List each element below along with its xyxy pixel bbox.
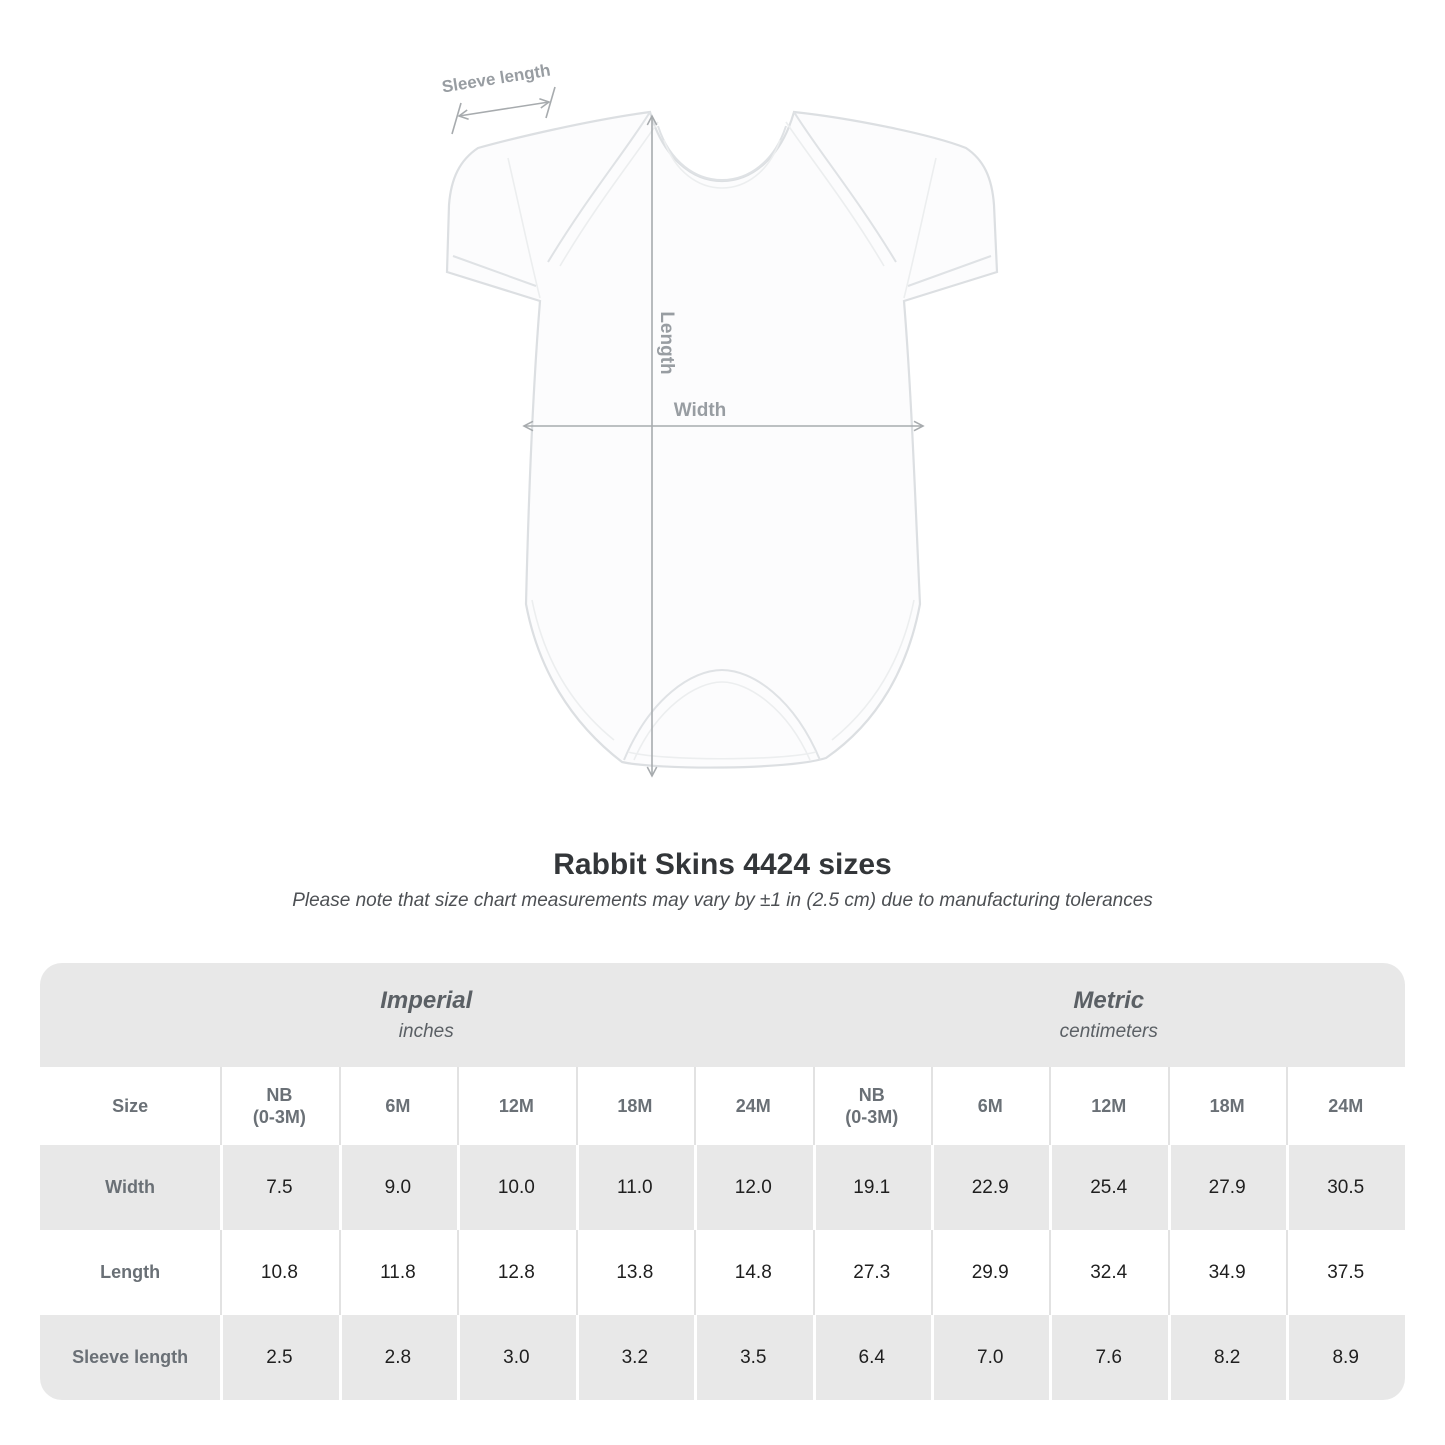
row-label: Length xyxy=(40,1230,220,1315)
table-cell: 9.0 xyxy=(339,1145,457,1230)
unit-band-row xyxy=(40,963,1405,1067)
width-label: Width xyxy=(673,400,727,421)
table-row-width xyxy=(40,1145,1405,1230)
column-header: NB (0-3M) xyxy=(220,1067,338,1145)
length-label: Length xyxy=(656,311,677,375)
column-header: NB (0-3M) xyxy=(813,1067,931,1145)
metric-units: centimeters xyxy=(1059,1021,1158,1042)
size-table-container xyxy=(40,963,1405,1400)
size-header: Size xyxy=(40,1067,220,1145)
table-cell: 8.9 xyxy=(1286,1315,1405,1400)
table-cell: 3.0 xyxy=(457,1315,575,1400)
column-header: 12M xyxy=(1049,1067,1167,1145)
size-header-row xyxy=(40,1067,1405,1145)
table-cell: 7.5 xyxy=(220,1145,338,1230)
table-cell: 14.8 xyxy=(694,1230,812,1315)
table-cell: 12.8 xyxy=(457,1230,575,1315)
metric-label: Metric xyxy=(1073,987,1145,1014)
table-cell: 37.5 xyxy=(1286,1230,1405,1315)
table-cell: 6.4 xyxy=(813,1315,931,1400)
table-cell: 3.5 xyxy=(694,1315,812,1400)
sleeve-length-label: Sleeve length xyxy=(440,60,552,97)
page-subtitle: Please note that size chart measurements may vary by ±1 in (2.5 cm) due to manufacturing tolerances xyxy=(292,890,1153,911)
table-cell: 2.8 xyxy=(339,1315,457,1400)
page-title: Rabbit Skins 4424 sizes xyxy=(553,848,892,881)
table-cell: 7.0 xyxy=(931,1315,1049,1400)
table-cell: 3.2 xyxy=(576,1315,694,1400)
table-cell: 27.3 xyxy=(813,1230,931,1315)
table-cell: 10.0 xyxy=(457,1145,575,1230)
bodysuit-illustration xyxy=(447,112,997,768)
table-row-sleeve-length xyxy=(40,1315,1405,1400)
metric-band xyxy=(813,963,1405,1067)
table-cell: 2.5 xyxy=(220,1315,338,1400)
sleeve-length-arrow xyxy=(459,102,549,116)
table-cell: 13.8 xyxy=(576,1230,694,1315)
table-cell: 30.5 xyxy=(1286,1145,1405,1230)
column-header: 24M xyxy=(1286,1067,1405,1145)
sleeve-length-dimension xyxy=(441,61,555,134)
size-table xyxy=(40,963,1405,1400)
row-label: Sleeve length xyxy=(40,1315,220,1400)
column-header: 6M xyxy=(339,1067,457,1145)
row-label: Width xyxy=(40,1145,220,1230)
table-cell: 34.9 xyxy=(1168,1230,1286,1315)
table-cell: 11.8 xyxy=(339,1230,457,1315)
table-cell: 29.9 xyxy=(931,1230,1049,1315)
table-cell: 10.8 xyxy=(220,1230,338,1315)
column-header: 24M xyxy=(694,1067,812,1145)
table-cell: 8.2 xyxy=(1168,1315,1286,1400)
table-cell: 12.0 xyxy=(694,1145,812,1230)
table-cell: 22.9 xyxy=(931,1145,1049,1230)
imperial-band xyxy=(40,963,813,1067)
column-header: 6M xyxy=(931,1067,1049,1145)
table-row-length xyxy=(40,1230,1405,1315)
title-block xyxy=(0,846,1445,914)
column-header: 18M xyxy=(1168,1067,1286,1145)
column-header: 18M xyxy=(576,1067,694,1145)
table-cell: 11.0 xyxy=(576,1145,694,1230)
table-cell: 27.9 xyxy=(1168,1145,1286,1230)
imperial-units: inches xyxy=(398,1021,454,1042)
table-cell: 25.4 xyxy=(1049,1145,1167,1230)
table-cell: 19.1 xyxy=(813,1145,931,1230)
table-cell: 32.4 xyxy=(1049,1230,1167,1315)
table-cell: 7.6 xyxy=(1049,1315,1167,1400)
column-header: 12M xyxy=(457,1067,575,1145)
imperial-label: Imperial xyxy=(380,987,473,1014)
